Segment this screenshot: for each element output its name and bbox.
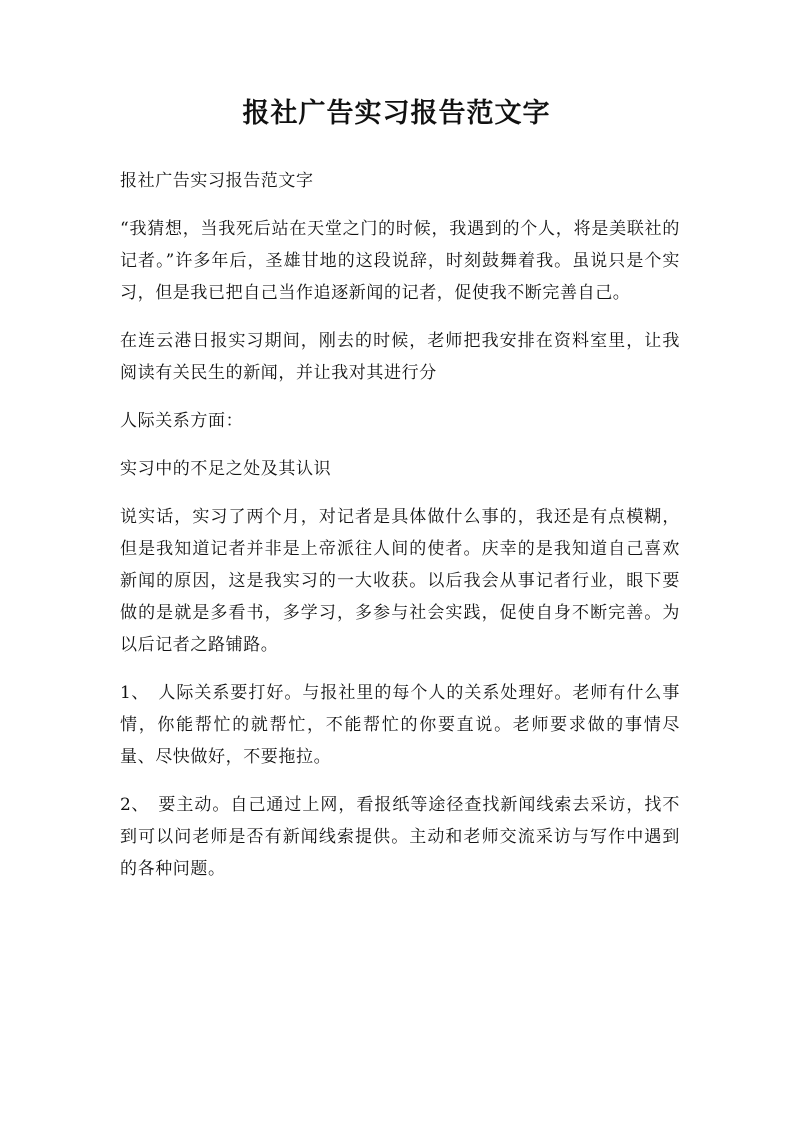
- quote-paragraph: “我猜想，当我死后站在天堂之门的时候，我遇到的个人，将是美联社的记者。”许多年后，圣雄甘地的这段说辞，时刻鼓舞着我。虽说只是个实习，但是我已把自己当作追逐新闻的记者，促使我不断完善自己。: [120, 219, 680, 303]
- shortcomings-heading: 实习中的不足之处及其认识: [120, 459, 332, 479]
- subtitle-paragraph: 报社广告实习报告范文字: [120, 171, 314, 191]
- list-item: [120, 789, 680, 885]
- internship-paragraph: 在连云港日报实习期间，刚去的时候，老师把我安排在资料室里，让我阅读有关民生的新闻，并让我对其进行分: [120, 331, 680, 383]
- reflection-paragraph: 说实话，实习了两个月，对记者是具体做什么事的，我还是有点模糊，但是我知道记者并非是上帝派往人间的使者。庆幸的是我知道自己喜欢新闻的原因，这是我实习的一大收获。以后我会从事记者行业，眼下要做的是就是多看书，多学习，多参与社会实践，促使自身不断完善。为以后记者之路铺路。: [120, 507, 680, 655]
- list-item-text: 人际关系要打好。与报社里的每个人的关系处理好。老师有什么事情，你能帮忙的就帮忙，不能帮忙的你要直说。老师要求做的事情尽量、尽快做好，不要拖拉。: [120, 683, 680, 767]
- list-item-text: 要主动。自己通过上网，看报纸等途径查找新闻线索去采访，找不到可以问老师是否有新闻线索提供。主动和老师交流采访与写作中遇到的各种问题。: [120, 795, 680, 879]
- list-item-number: 2、: [120, 795, 150, 815]
- list-item-number: 1、: [120, 683, 150, 703]
- document-body: [120, 165, 680, 901]
- relations-heading: 人际关系方面：: [120, 411, 244, 431]
- page-title: 报社广告实习报告范文字: [242, 98, 551, 129]
- list-item: [120, 677, 680, 773]
